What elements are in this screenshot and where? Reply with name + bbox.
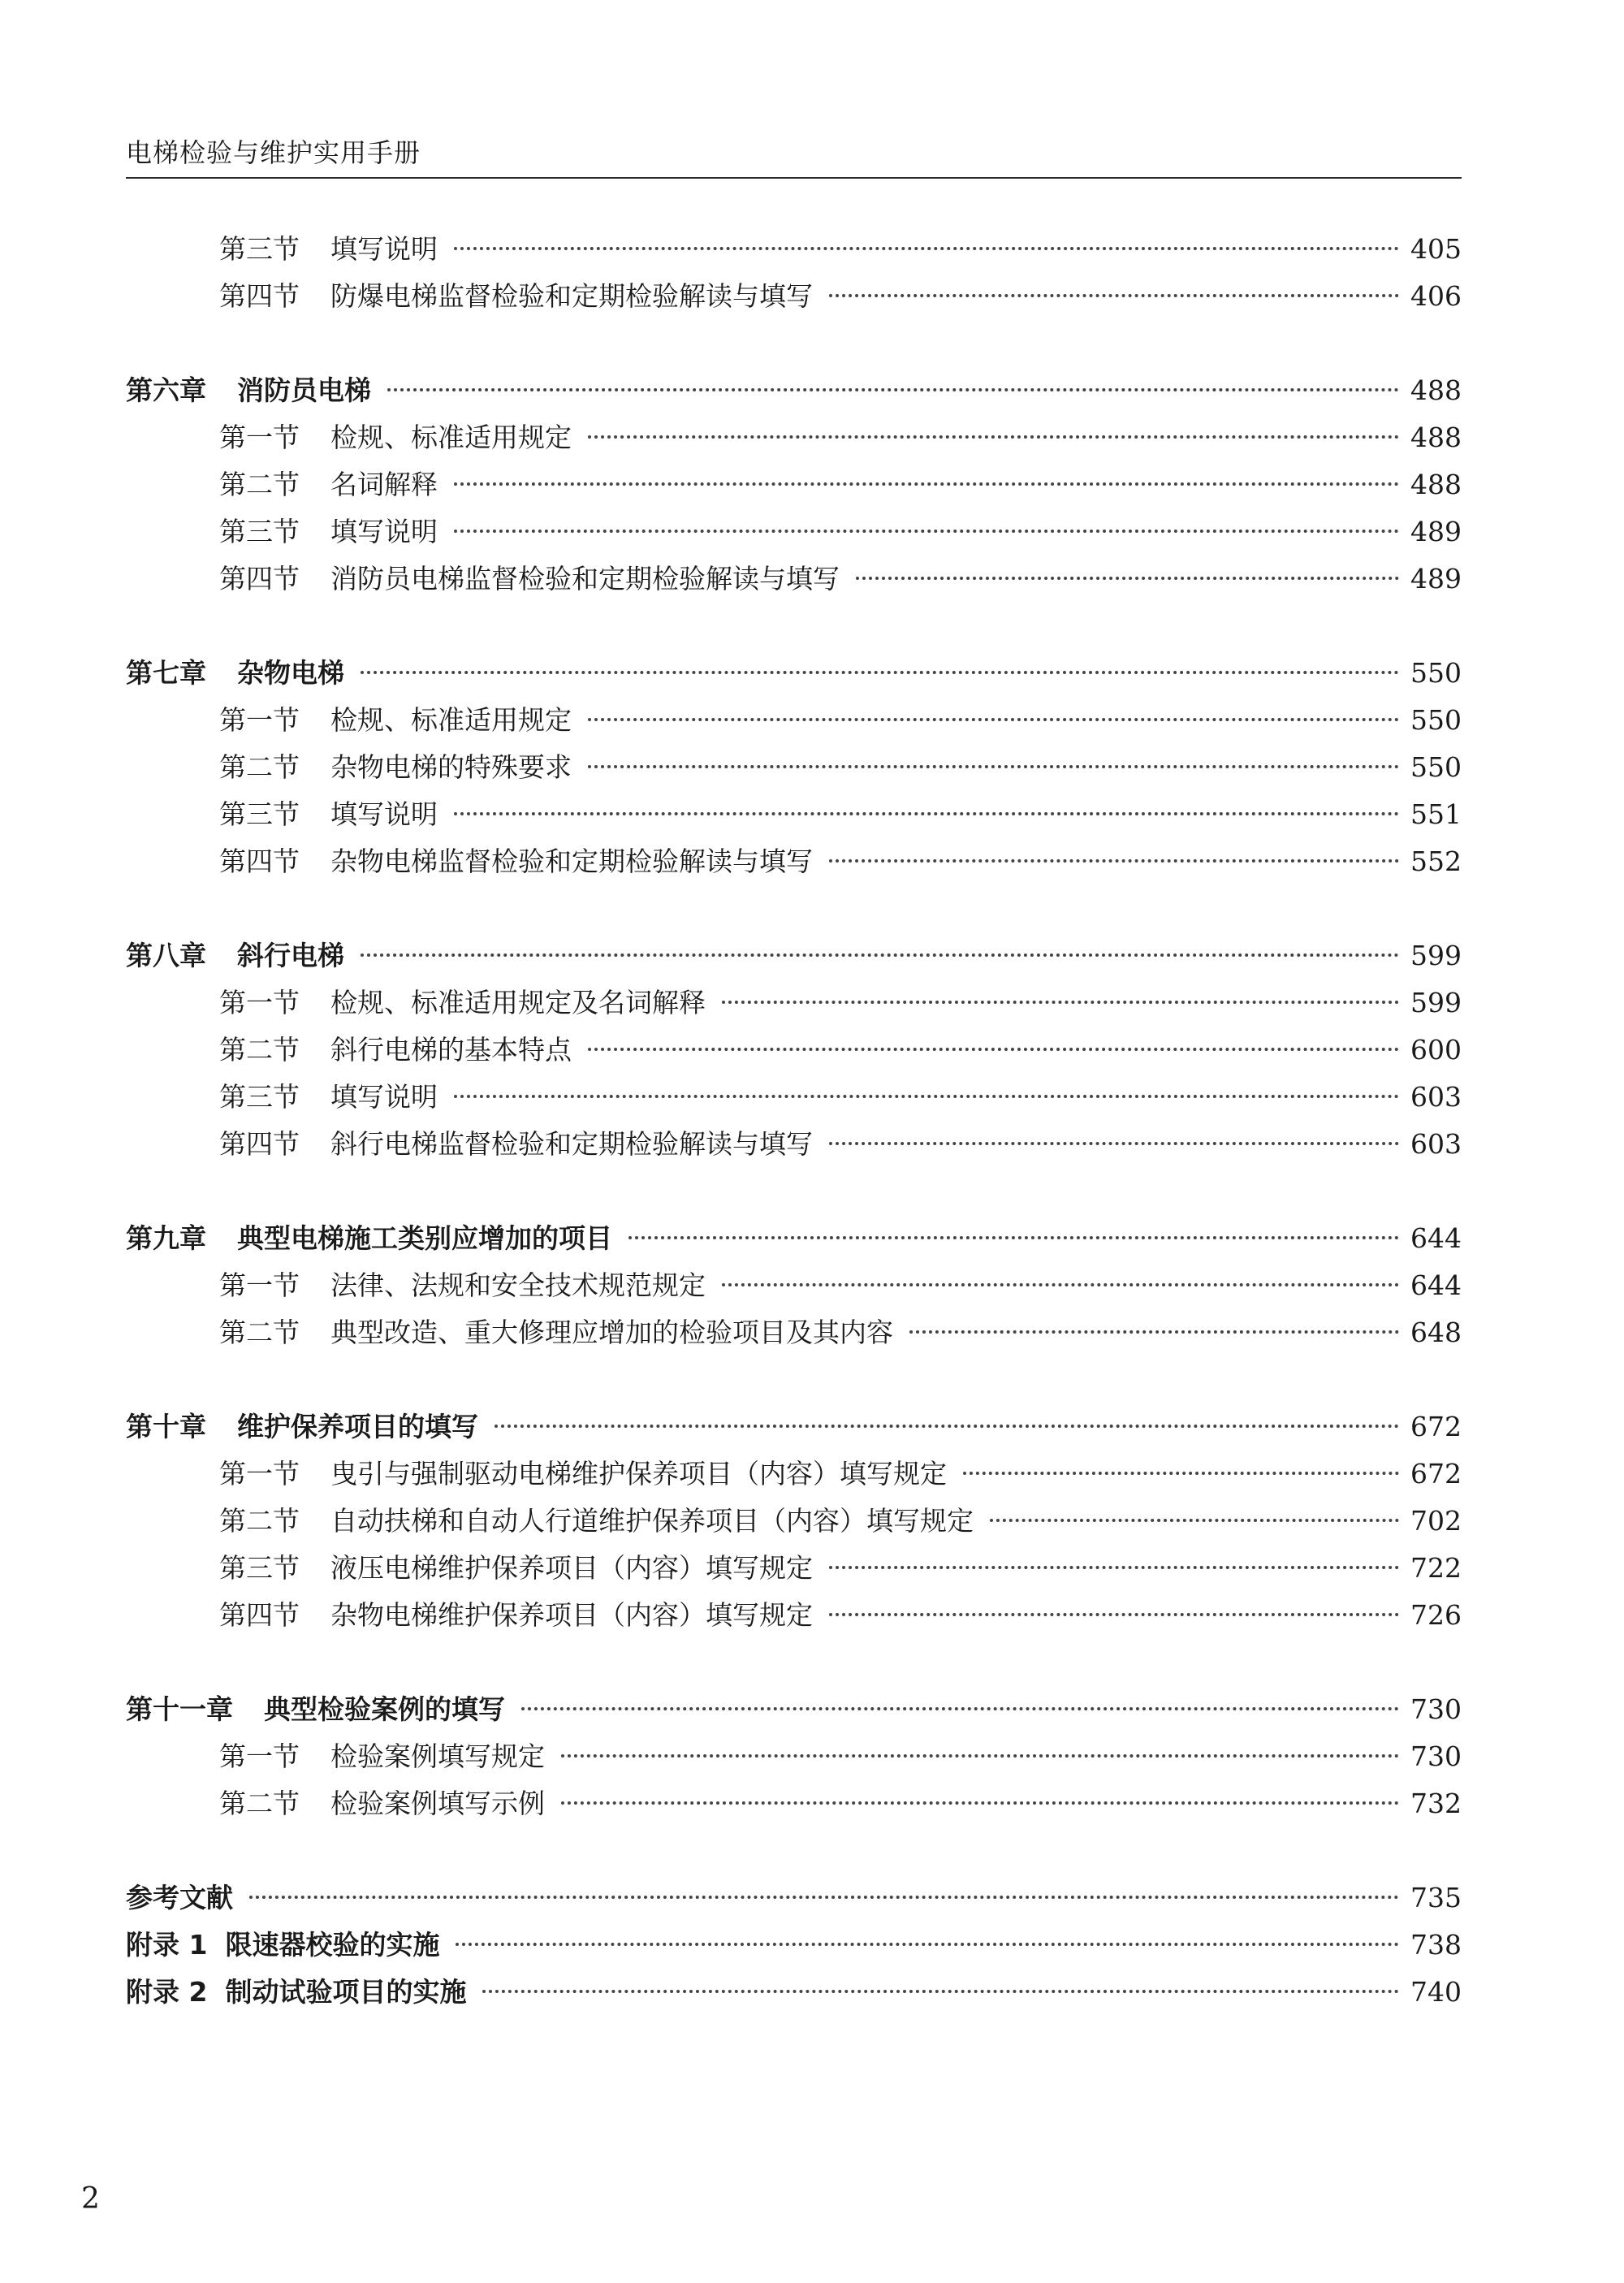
entry-title: 杂物电梯监督检验和定期检验解读与填写	[330, 845, 813, 877]
toc-block	[126, 226, 1462, 320]
entry-title: 防爆电梯监督检验和定期检验解读与填写	[330, 280, 813, 312]
dot-leader	[829, 1142, 1399, 1145]
toc-section-entry[interactable]	[126, 697, 1462, 744]
entry-label: 第六章	[126, 374, 206, 406]
entry-page-number: 740	[1410, 1976, 1462, 2008]
entry-label: 第一节	[219, 704, 300, 736]
entry-page-number: 405	[1410, 233, 1462, 265]
toc-section-entry[interactable]	[126, 1309, 1462, 1356]
dot-leader	[856, 577, 1399, 580]
entry-label: 第九章	[126, 1222, 206, 1254]
entry-title: 限速器校验的实施	[225, 1929, 440, 1961]
toc-block	[126, 1686, 1462, 1827]
entry-page-number: 599	[1410, 987, 1462, 1018]
entry-page-number: 406	[1410, 280, 1462, 312]
toc-section-entry[interactable]	[126, 273, 1462, 320]
entry-title: 典型电梯施工类别应增加的项目	[237, 1222, 612, 1254]
entry-page-number: 550	[1410, 704, 1462, 736]
entry-title: 法律、法规和安全技术规范规定	[330, 1269, 706, 1301]
entry-title: 曳引与强制驱动电梯维护保养项目（内容）填写规定	[330, 1458, 947, 1490]
dot-leader	[829, 1566, 1399, 1569]
dot-leader	[454, 482, 1399, 486]
toc-section-entry[interactable]	[126, 414, 1462, 461]
toc-section-entry[interactable]	[126, 1733, 1462, 1780]
toc-chapter-entry[interactable]	[126, 1969, 1462, 2016]
toc-block	[126, 650, 1462, 885]
entry-label: 第十一章	[126, 1693, 233, 1725]
entry-page-number: 702	[1410, 1505, 1462, 1537]
toc-section-entry[interactable]	[126, 1498, 1462, 1545]
entry-page-number: 732	[1410, 1788, 1462, 1819]
entry-title: 检验案例填写规定	[330, 1740, 545, 1772]
dot-leader	[561, 1801, 1399, 1805]
dot-leader	[495, 1425, 1399, 1428]
entry-label: 第一节	[219, 987, 300, 1018]
toc-chapter-entry[interactable]	[126, 1922, 1462, 1969]
running-header	[126, 136, 1462, 179]
entry-title: 检规、标准适用规定及名词解释	[330, 987, 706, 1018]
entry-label: 第一节	[219, 1269, 300, 1301]
entry-title: 消防员电梯	[237, 374, 371, 406]
entry-label: 第七章	[126, 657, 206, 689]
entry-title: 检验案例填写示例	[330, 1788, 545, 1819]
entry-label: 第一节	[219, 1740, 300, 1772]
entry-title: 典型改造、重大修理应增加的检验项目及其内容	[330, 1317, 893, 1348]
entry-title: 填写说明	[330, 798, 438, 830]
dot-leader	[456, 1943, 1399, 1946]
entry-title: 杂物电梯维护保养项目（内容）填写规定	[330, 1599, 813, 1631]
toc-chapter-entry[interactable]	[126, 932, 1462, 979]
dot-leader	[387, 388, 1399, 391]
entry-title: 斜行电梯	[237, 940, 344, 971]
dot-leader	[249, 1896, 1399, 1899]
dot-leader	[361, 953, 1399, 957]
dot-leader	[588, 765, 1399, 768]
entry-page-number: 600	[1410, 1034, 1462, 1066]
toc-section-entry[interactable]	[126, 508, 1462, 556]
entry-label: 附录 1	[126, 1929, 208, 1961]
dot-leader	[521, 1707, 1399, 1710]
entry-label: 第四节	[219, 563, 300, 595]
toc-section-entry[interactable]	[126, 1545, 1462, 1592]
toc-section-entry[interactable]	[126, 1074, 1462, 1121]
entry-title: 斜行电梯监督检验和定期检验解读与填写	[330, 1128, 813, 1160]
entry-page-number: 722	[1410, 1552, 1462, 1584]
entry-title: 填写说明	[330, 1081, 438, 1113]
toc-section-entry[interactable]	[126, 461, 1462, 508]
toc-block	[126, 1874, 1462, 2016]
entry-title: 液压电梯维护保养项目（内容）填写规定	[330, 1552, 813, 1584]
dot-leader	[454, 247, 1399, 250]
toc-section-entry[interactable]	[126, 979, 1462, 1027]
toc-section-entry[interactable]	[126, 1262, 1462, 1309]
toc-block	[126, 1215, 1462, 1356]
entry-page-number: 550	[1410, 657, 1462, 689]
entry-page-number: 489	[1410, 563, 1462, 595]
entry-title: 填写说明	[330, 233, 438, 265]
entry-label: 第二节	[219, 469, 300, 500]
entry-page-number: 672	[1410, 1458, 1462, 1490]
toc-section-entry[interactable]	[126, 1592, 1462, 1639]
entry-page-number: 726	[1410, 1599, 1462, 1631]
entry-page-number: 730	[1410, 1693, 1462, 1725]
dot-leader	[829, 294, 1399, 297]
book-title: 电梯检验与维护实用手册	[126, 137, 421, 168]
dot-leader	[990, 1519, 1399, 1522]
entry-page-number: 599	[1410, 940, 1462, 971]
entry-label: 第四节	[219, 845, 300, 877]
entry-title: 制动试验项目的实施	[225, 1976, 467, 2008]
entry-page-number: 644	[1410, 1222, 1462, 1254]
dot-leader	[588, 435, 1399, 439]
entry-label: 第二节	[219, 1317, 300, 1348]
dot-leader	[722, 1001, 1399, 1004]
entry-title: 检规、标准适用规定	[330, 704, 572, 736]
entry-title: 杂物电梯的特殊要求	[330, 751, 572, 783]
toc-section-entry[interactable]	[126, 744, 1462, 791]
entry-page-number: 488	[1410, 374, 1462, 406]
toc-chapter-entry[interactable]	[126, 1403, 1462, 1451]
entry-title: 检规、标准适用规定	[330, 422, 572, 453]
entry-page-number: 603	[1410, 1081, 1462, 1113]
toc-chapter-entry[interactable]	[126, 1686, 1462, 1733]
entry-title: 维护保养项目的填写	[237, 1411, 478, 1442]
entry-label: 第四节	[219, 1128, 300, 1160]
entry-label: 参考文献	[126, 1882, 233, 1913]
toc-chapter-entry[interactable]	[126, 650, 1462, 697]
toc-chapter-entry[interactable]	[126, 367, 1462, 414]
toc-section-entry[interactable]	[126, 1451, 1462, 1498]
entry-label: 第一节	[219, 1458, 300, 1490]
entry-label: 第二节	[219, 1788, 300, 1819]
entry-label: 附录 2	[126, 1976, 208, 2008]
entry-page-number: 550	[1410, 751, 1462, 783]
entry-page-number: 552	[1410, 845, 1462, 877]
toc-section-entry[interactable]	[126, 791, 1462, 838]
dot-leader	[454, 1095, 1399, 1098]
entry-label: 第二节	[219, 1505, 300, 1537]
entry-title: 消防员电梯监督检验和定期检验解读与填写	[330, 563, 840, 595]
dot-leader	[454, 812, 1399, 815]
entry-page-number: 730	[1410, 1740, 1462, 1772]
entry-page-number: 551	[1410, 798, 1462, 830]
dot-leader	[454, 530, 1399, 533]
entry-label: 第四节	[219, 1599, 300, 1631]
entry-label: 第一节	[219, 422, 300, 453]
entry-title: 杂物电梯	[237, 657, 344, 689]
entry-label: 第三节	[219, 233, 300, 265]
entry-page-number: 738	[1410, 1929, 1462, 1961]
toc-chapter-entry[interactable]	[126, 1215, 1462, 1262]
entry-page-number: 735	[1410, 1882, 1462, 1913]
dot-leader	[722, 1283, 1399, 1286]
toc-section-entry[interactable]	[126, 226, 1462, 273]
entry-label: 第二节	[219, 751, 300, 783]
dot-leader	[829, 859, 1399, 863]
toc-block	[126, 932, 1462, 1168]
toc-chapter-entry[interactable]	[126, 1874, 1462, 1922]
dot-leader	[829, 1613, 1399, 1616]
entry-label: 第三节	[219, 798, 300, 830]
entry-page-number: 644	[1410, 1269, 1462, 1301]
toc-section-entry[interactable]	[126, 1121, 1462, 1168]
entry-label: 第八章	[126, 940, 206, 971]
entry-label: 第二节	[219, 1034, 300, 1066]
entry-label: 第三节	[219, 516, 300, 547]
dot-leader	[909, 1330, 1399, 1334]
dot-leader	[561, 1754, 1399, 1758]
entry-page-number: 603	[1410, 1128, 1462, 1160]
entry-title: 自动扶梯和自动人行道维护保养项目（内容）填写规定	[330, 1505, 974, 1537]
toc-section-entry[interactable]	[126, 838, 1462, 885]
entry-title: 名词解释	[330, 469, 438, 500]
dot-leader	[588, 718, 1399, 721]
dot-leader	[963, 1472, 1399, 1475]
toc-block	[126, 1403, 1462, 1639]
dot-leader	[361, 671, 1399, 674]
page-number: 2	[81, 2182, 100, 2216]
entry-page-number: 489	[1410, 516, 1462, 547]
toc-section-entry[interactable]	[126, 1027, 1462, 1074]
dot-leader	[482, 1990, 1399, 1993]
entry-page-number: 672	[1410, 1411, 1462, 1442]
toc-block	[126, 367, 1462, 603]
entry-label: 第三节	[219, 1081, 300, 1113]
dot-leader	[628, 1236, 1399, 1239]
entry-title: 典型检验案例的填写	[264, 1693, 505, 1725]
entry-page-number: 648	[1410, 1317, 1462, 1348]
entry-label: 第十章	[126, 1411, 206, 1442]
entry-title: 斜行电梯的基本特点	[330, 1034, 572, 1066]
entry-label: 第四节	[219, 280, 300, 312]
entry-label: 第三节	[219, 1552, 300, 1584]
entry-title: 填写说明	[330, 516, 438, 547]
dot-leader	[588, 1048, 1399, 1051]
toc-section-entry[interactable]	[126, 1780, 1462, 1827]
entry-page-number: 488	[1410, 422, 1462, 453]
table-of-contents	[126, 226, 1462, 2016]
toc-section-entry[interactable]	[126, 556, 1462, 603]
entry-page-number: 488	[1410, 469, 1462, 500]
